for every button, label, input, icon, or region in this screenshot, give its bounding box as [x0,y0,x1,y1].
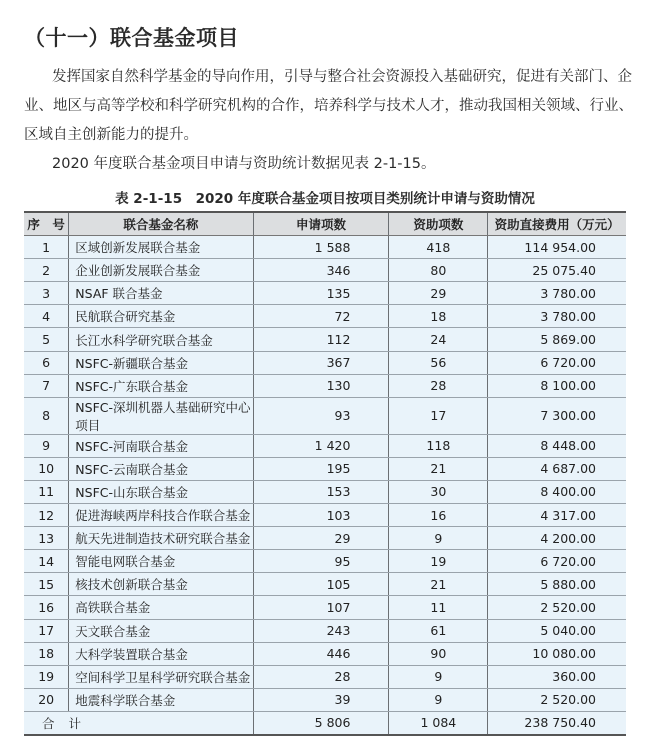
table-row [24,282,626,305]
cell-funded: 29 [389,282,488,305]
cell-index: 19 [24,665,69,688]
cell-funded: 21 [389,457,488,480]
cell-direct-cost: 6 720.00 [488,351,626,374]
cell-fund-name: 智能电网联合基金 [69,550,253,573]
header-applications: 申请项数 [253,212,389,236]
cell-funded: 418 [389,236,488,259]
cell-funded: 28 [389,374,488,397]
table-row [24,328,626,351]
cell-index: 10 [24,457,69,480]
cell-fund-name: NSFC-云南联合基金 [69,457,253,480]
cell-direct-cost: 10 080.00 [488,642,626,665]
table-row [24,550,626,573]
cell-funded: 90 [389,642,488,665]
cell-fund-name: 高铁联合基金 [69,596,253,619]
cell-applications: 107 [253,596,389,619]
cell-index: 12 [24,504,69,527]
cell-index: 2 [24,259,69,282]
cell-direct-cost: 2 520.00 [488,688,626,711]
table-row [24,573,626,596]
cell-direct-cost: 4 200.00 [488,527,626,550]
cell-direct-cost: 360.00 [488,665,626,688]
cell-fund-name: NSFC-新疆联合基金 [69,351,253,374]
cell-direct-cost: 7 300.00 [488,397,626,434]
cell-direct-cost: 4 317.00 [488,504,626,527]
cell-index: 6 [24,351,69,374]
cell-fund-name: NSAF 联合基金 [69,282,253,305]
cell-applications: 135 [253,282,389,305]
cell-applications: 95 [253,550,389,573]
cell-applications: 39 [253,688,389,711]
cell-applications: 93 [253,397,389,434]
cell-applications: 153 [253,480,389,503]
header-funded: 资助项数 [389,212,488,236]
cell-funded: 30 [389,480,488,503]
table-row [24,397,626,434]
cell-funded: 17 [389,397,488,434]
cell-funded: 21 [389,573,488,596]
table-row [24,351,626,374]
table-row [24,457,626,480]
cell-applications: 28 [253,665,389,688]
total-funded: 1 084 [389,711,488,735]
cell-applications: 243 [253,619,389,642]
cell-direct-cost: 8 448.00 [488,434,626,457]
cell-fund-name: NSFC-河南联合基金 [69,434,253,457]
table-header-row [24,212,626,236]
cell-funded: 18 [389,305,488,328]
cell-fund-name: 企业创新发展联合基金 [69,259,253,282]
total-label: 合计 [24,711,253,735]
cell-direct-cost: 114 954.00 [488,236,626,259]
cell-fund-name: 长江水科学研究联合基金 [69,328,253,351]
table-caption: 表 2-1-15 2020 年度联合基金项目按项目类别统计申请与资助情况 [115,191,535,207]
table-row [24,527,626,550]
cell-funded: 56 [389,351,488,374]
cell-fund-name: 航天先进制造技术研究联合基金 [69,527,253,550]
cell-index: 14 [24,550,69,573]
cell-fund-name: 空间科学卫星科学研究联合基金 [69,665,253,688]
cell-funded: 9 [389,665,488,688]
cell-applications: 195 [253,457,389,480]
cell-direct-cost: 4 687.00 [488,457,626,480]
cell-funded: 19 [389,550,488,573]
cell-applications: 72 [253,305,389,328]
cell-index: 11 [24,480,69,503]
cell-applications: 446 [253,642,389,665]
cell-funded: 16 [389,504,488,527]
joint-fund-table [24,211,626,736]
cell-funded: 61 [389,619,488,642]
table-row [24,236,626,259]
header-fund-name: 联合基金名称 [69,212,253,236]
cell-direct-cost: 2 520.00 [488,596,626,619]
cell-applications: 367 [253,351,389,374]
cell-funded: 24 [389,328,488,351]
cell-index: 3 [24,282,69,305]
cell-applications: 346 [253,259,389,282]
table-row [24,642,626,665]
cell-applications: 112 [253,328,389,351]
cell-direct-cost: 8 400.00 [488,480,626,503]
cell-index: 5 [24,328,69,351]
cell-index: 15 [24,573,69,596]
table-total-row [24,711,626,735]
cell-direct-cost: 5 040.00 [488,619,626,642]
cell-applications: 1 420 [253,434,389,457]
total-applications: 5 806 [253,711,389,735]
cell-fund-name: 促进海峡两岸科技合作联合基金 [69,504,253,527]
cell-index: 1 [24,236,69,259]
cell-applications: 103 [253,504,389,527]
section-title: （十一）联合基金项目 [24,26,239,50]
cell-funded: 118 [389,434,488,457]
table-row [24,596,626,619]
cell-applications: 29 [253,527,389,550]
cell-fund-name: 民航联合研究基金 [69,305,253,328]
header-index: 序 号 [24,212,69,236]
cell-fund-name: 大科学装置联合基金 [69,642,253,665]
cell-fund-name: NSFC-广东联合基金 [69,374,253,397]
table-row [24,504,626,527]
cell-index: 17 [24,619,69,642]
cell-funded: 9 [389,527,488,550]
cell-funded: 80 [389,259,488,282]
table-row [24,480,626,503]
table-reference-paragraph: 2020 年度联合基金项目申请与资助统计数据见表 2-1-15。 [52,156,436,172]
cell-fund-name: 天文联合基金 [69,619,253,642]
cell-index: 16 [24,596,69,619]
cell-applications: 130 [253,374,389,397]
table-row [24,305,626,328]
cell-fund-name: NSFC-深圳机器人基础研究中心项目 [69,397,253,434]
cell-direct-cost: 3 780.00 [488,305,626,328]
cell-applications: 1 588 [253,236,389,259]
table-row [24,434,626,457]
cell-direct-cost: 25 075.40 [488,259,626,282]
cell-direct-cost: 5 869.00 [488,328,626,351]
cell-index: 7 [24,374,69,397]
cell-funded: 11 [389,596,488,619]
cell-index: 20 [24,688,69,711]
cell-fund-name: 区域创新发展联合基金 [69,236,253,259]
cell-fund-name: 地震科学联合基金 [69,688,253,711]
table-row [24,374,626,397]
cell-direct-cost: 6 720.00 [488,550,626,573]
cell-direct-cost: 5 880.00 [488,573,626,596]
cell-index: 4 [24,305,69,328]
header-direct-cost: 资助直接费用（万元） [488,212,626,236]
cell-funded: 9 [389,688,488,711]
cell-fund-name: 核技术创新联合基金 [69,573,253,596]
cell-index: 18 [24,642,69,665]
cell-index: 9 [24,434,69,457]
cell-direct-cost: 8 100.00 [488,374,626,397]
intro-paragraph: 发挥国家自然科学基金的导向作用，引导与整合社会资源投入基础研究，促进有关部门、企业、地区与高等学校和科学研究机构的合作，培养科学与技术人才，推动我国相关领域、行业、区域自主创新能力的提升。 [24,69,633,143]
table-row [24,619,626,642]
total-direct-cost: 238 750.40 [488,711,626,735]
cell-applications: 105 [253,573,389,596]
table-row [24,688,626,711]
table-row [24,259,626,282]
table-row [24,665,626,688]
cell-index: 8 [24,397,69,434]
cell-direct-cost: 3 780.00 [488,282,626,305]
cell-fund-name: NSFC-山东联合基金 [69,480,253,503]
cell-index: 13 [24,527,69,550]
